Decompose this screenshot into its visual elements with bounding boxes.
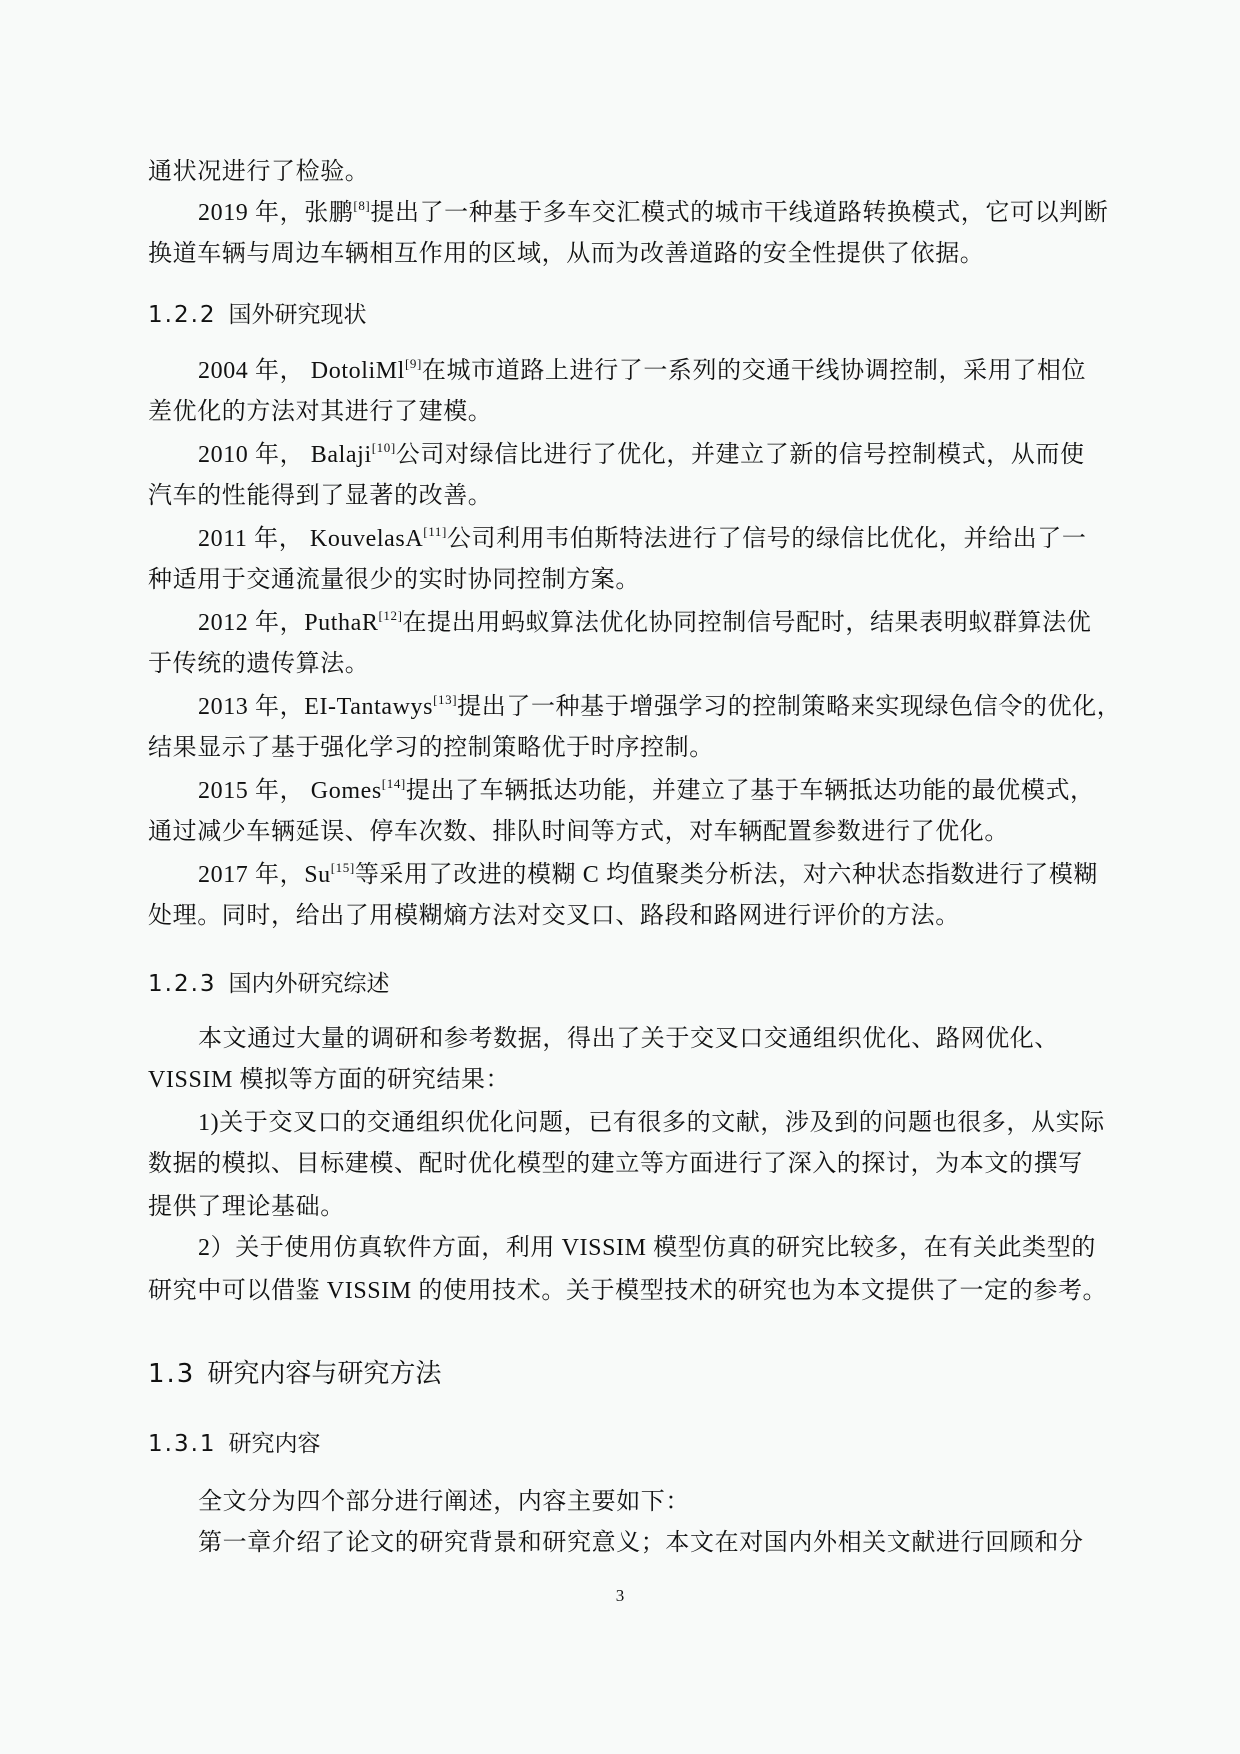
citation-ref: [15] [330, 860, 355, 875]
citation-ref: [12] [378, 608, 403, 623]
paragraph-line: 2013 年，EI-Tantawys[13]提出了一种基于增强学习的控制策略来实现绿色信令的优化， [198, 692, 1122, 720]
paragraph-line: 结果显示了基于强化学习的控制策略优于时序控制。 [148, 735, 714, 761]
section-heading-1-3-1: 1.3.1 研究内容 [148, 1431, 321, 1457]
section-heading-1-3: 1.3 研究内容与研究方法 [148, 1359, 442, 1389]
paragraph-line: 研究中可以借鉴 VISSIM 的使用技术。关于模型技术的研究也为本文提供了一定的参考。 [148, 1278, 1108, 1304]
paragraph-line: 2019 年，张鹏[8]提出了一种基于多车交汇模式的城市干线道路转换模式，它可以判断 [198, 198, 1109, 226]
paragraph-line: 汽车的性能得到了显著的改善。 [148, 483, 493, 509]
citation-ref: [13] [433, 692, 458, 707]
paragraph-line: 2010 年， Balaji[10]公司对绿信比进行了优化，并建立了新的信号控制模式，从而使 [198, 440, 1085, 468]
paragraph-line: 1)关于交叉口的交通组织优化问题，已有很多的文献，涉及到的问题也很多，从实际 [198, 1110, 1105, 1136]
paragraph-line: 2）关于使用仿真软件方面，利用 VISSIM 模型仿真的研究比较多，在有关此类型的 [198, 1235, 1096, 1261]
citation-ref: [9] [404, 356, 422, 371]
paragraph-line: 数据的模拟、目标建模、配时优化模型的建立等方面进行了深入的探讨，为本文的撰写 [148, 1151, 1083, 1177]
paragraph-line: 2015 年， Gomes[14]提出了车辆抵达功能，并建立了基于车辆抵达功能的最优模式， [198, 776, 1095, 804]
section-heading-1-2-3: 1.2.3 国内外研究综述 [148, 971, 390, 997]
section-heading-1-2-2: 1.2.2 国外研究现状 [148, 302, 367, 328]
paragraph-line: 处理。同时，给出了用模糊熵方法对交叉口、路段和路网进行评价的方法。 [148, 903, 960, 929]
citation-ref: [8] [353, 198, 371, 213]
paragraph-line: 2011 年， KouvelasA[11]公司利用韦伯斯特法进行了信号的绿信比优化，并给出了一 [198, 524, 1087, 552]
paragraph-line: 全文分为四个部分进行阐述，内容主要如下： [198, 1489, 690, 1515]
paragraph-line: 2004 年， DotoliMl[9]在城市道路上进行了一系列的交通干线协调控制，采用了相位 [198, 356, 1087, 384]
paragraph-line: 本文通过大量的调研和参考数据，得出了关于交叉口交通组织优化、路网优化、 [198, 1026, 1059, 1052]
paragraph-line: 提供了理论基础。 [148, 1194, 345, 1220]
paragraph-line: VISSIM 模拟等方面的研究结果： [148, 1067, 511, 1093]
paragraph-line: 种适用于交通流量很少的实时协同控制方案。 [148, 567, 640, 593]
paragraph-line: 通过减少车辆延误、停车次数、排队时间等方式，对车辆配置参数进行了优化。 [148, 819, 1009, 845]
paragraph-line: 第一章介绍了论文的研究背景和研究意义；本文在对国内外相关文献进行回顾和分 [198, 1530, 1084, 1556]
paragraph-line: 差优化的方法对其进行了建模。 [148, 399, 493, 425]
citation-ref: [14] [381, 776, 406, 791]
paragraph-line: 换道车辆与周边车辆相互作用的区域，从而为改善道路的安全性提供了依据。 [148, 241, 985, 267]
paragraph-line: 通状况进行了检验。 [148, 159, 370, 185]
paragraph-line: 2012 年，PuthaR[12]在提出用蚂蚁算法优化协同控制信号配时，结果表明蚁群算法优 [198, 608, 1092, 636]
citation-ref: [11] [423, 524, 447, 539]
page-number: 3 [615, 1586, 625, 1605]
paragraph-line: 于传统的遗传算法。 [148, 651, 370, 677]
citation-ref: [10] [371, 440, 396, 455]
paragraph-line: 2017 年，Su[15]等采用了改进的模糊 C 均值聚类分析法，对六种状态指数进行了模糊 [198, 860, 1099, 888]
